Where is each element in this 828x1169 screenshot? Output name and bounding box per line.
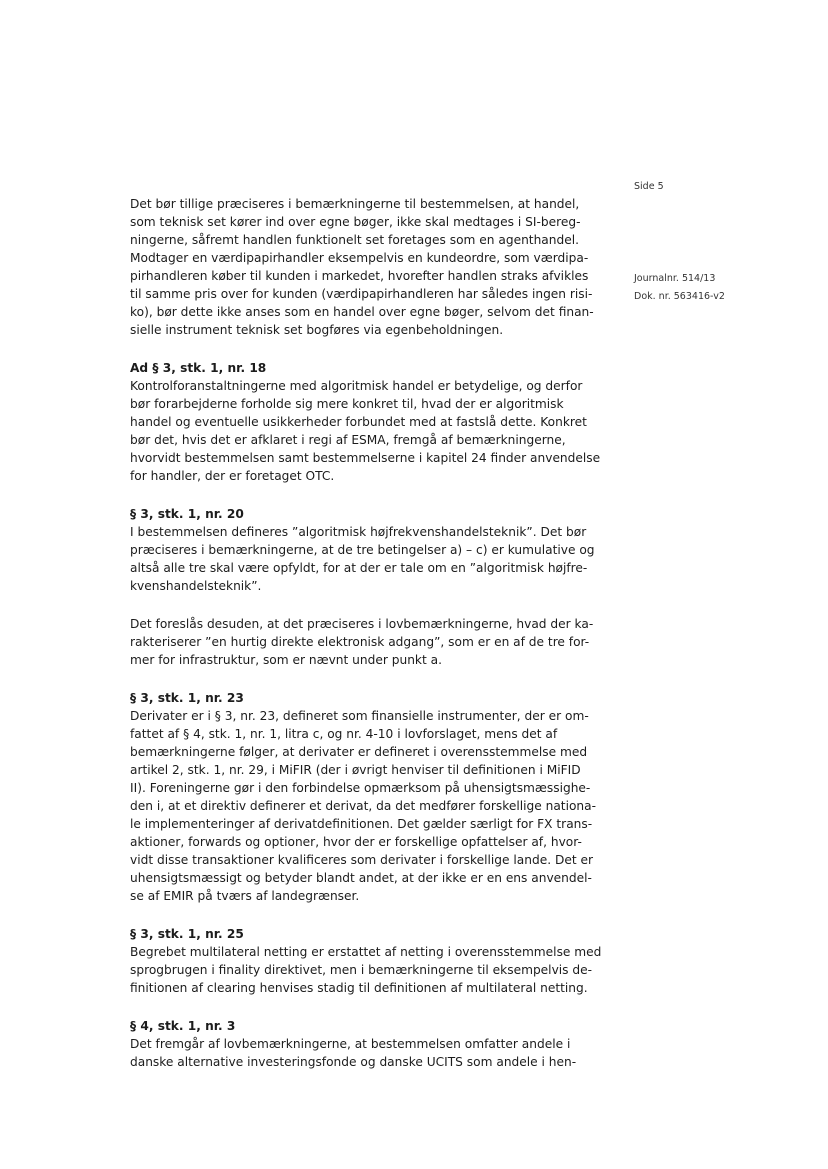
section-heading: § 3, stk. 1, nr. 23 — [130, 691, 244, 705]
text-line: Derivater er i § 3, nr. 23, defineret som finansielle instrumenter, der er om- — [130, 709, 589, 723]
text-line: II). Foreningerne gør i den forbindelse opmærksom på uhensigtsmæssighe- — [130, 781, 591, 795]
text-line: rakteriserer ”en hurtig direkte elektronisk adgang”, som er en af de tre for- — [130, 635, 590, 649]
text-line: vidt disse transaktioner kvalificeres som derivater i forskellige lande. Det er — [130, 853, 594, 867]
paragraph — [130, 943, 600, 997]
text-line: Kontrolforanstaltningerne med algoritmisk handel er betydelige, og derfor — [130, 379, 583, 393]
section — [130, 1017, 600, 1071]
text-line: Det fremgår af lovbemærkningerne, at bestemmelsen omfatter andele i — [130, 1037, 571, 1051]
text-line: den i, at et direktiv definerer et derivat, da det medfører forskellige nationa- — [130, 799, 597, 813]
text-line: til samme pris over for kunden (værdipapirhandleren har således ingen risi- — [130, 287, 593, 301]
journal-number: Journalnr. 514/13 — [634, 273, 716, 284]
text-line: Modtager en værdipapirhandler eksempelvis en kundeordre, som værdipa- — [130, 251, 589, 265]
text-line: bør forarbejderne forholde sig mere konkret til, hvad der er algoritmisk — [130, 397, 564, 411]
paragraph — [130, 1035, 600, 1071]
text-line: sielle instrument teknisk set bogføres via egenbeholdningen. — [130, 323, 504, 337]
text-line: kvenshandelsteknik”. — [130, 579, 262, 593]
text-line: danske alternative investeringsfonde og danske UCITS som andele i hen- — [130, 1055, 577, 1069]
text-line: Begrebet multilateral netting er erstattet af netting i overensstemmelse med — [130, 945, 602, 959]
text-line: som teknisk set kører ind over egne bøger, ikke skal medtages i SI-bereg- — [130, 215, 581, 229]
section — [130, 689, 600, 905]
section-heading: § 3, stk. 1, nr. 25 — [130, 927, 244, 941]
text-line: sprogbrugen i finality direktivet, men i bemærkningerne til eksempelvis de- — [130, 963, 593, 977]
section — [130, 925, 600, 997]
text-line: uhensigtsmæssigt og betyder blandt andet, at der ikke er en ens anvendel- — [130, 871, 592, 885]
text-line: se af EMIR på tværs af landegrænser. — [130, 889, 360, 903]
text-line: pirhandleren køber til kunden i markedet, hvorefter handlen straks afvikles — [130, 269, 589, 283]
page-number: Side 5 — [634, 181, 664, 192]
paragraph — [130, 707, 600, 905]
paragraph — [130, 523, 600, 595]
text-line: ko), bør dette ikke anses som en handel over egne bøger, selvom det finan- — [130, 305, 594, 319]
text-line: ningerne, såfremt handlen funktionelt set foretages som en agenthandel. — [130, 233, 579, 247]
section-heading: § 4, stk. 1, nr. 3 — [130, 1019, 236, 1033]
section — [130, 505, 600, 669]
text-line: Det bør tillige præciseres i bemærkningerne til bestemmelsen, at handel, — [130, 197, 580, 211]
section-heading: Ad § 3, stk. 1, nr. 18 — [130, 361, 267, 375]
text-line: for handler, der er foretaget OTC. — [130, 469, 335, 483]
text-line: finitionen af clearing henvises stadig til definitionen af multilateral netting. — [130, 981, 588, 995]
text-line: handel og eventuelle usikkerheder forbundet med at fastslå dette. Konkret — [130, 415, 587, 429]
paragraph — [130, 377, 600, 485]
text-line: altså alle tre skal være opfyldt, for at der er tale om en ”algoritmisk højfre- — [130, 561, 588, 575]
text-line: aktioner, forwards og optioner, hvor der er forskellige opfattelser af, hvor- — [130, 835, 582, 849]
document-number: Dok. nr. 563416-v2 — [634, 291, 725, 302]
document-body — [130, 195, 600, 1091]
text-line: I bestemmelsen defineres ”algoritmisk højfrekvenshandelsteknik”. Det bør — [130, 525, 587, 539]
text-line: fattet af § 4, stk. 1, nr. 1, litra c, og nr. 4-10 i lovforslaget, mens det af — [130, 727, 558, 741]
section — [130, 359, 600, 485]
text-line: mer for infrastruktur, som er nævnt under punkt a. — [130, 653, 442, 667]
paragraph — [130, 195, 600, 339]
section-heading: § 3, stk. 1, nr. 20 — [130, 507, 244, 521]
text-line: bemærkningerne følger, at derivater er defineret i overensstemmelse med — [130, 745, 588, 759]
text-line: præciseres i bemærkningerne, at de tre betingelser a) – c) er kumulative og — [130, 543, 595, 557]
paragraph — [130, 615, 600, 669]
text-line: Det foreslås desuden, at det præciseres i lovbemærkningerne, hvad der ka- — [130, 617, 594, 631]
section — [130, 195, 600, 339]
text-line: hvorvidt bestemmelsen samt bestemmelserne i kapitel 24 finder anvendelse — [130, 451, 601, 465]
text-line: le implementeringer af derivatdefinitionen. Det gælder særligt for FX trans- — [130, 817, 593, 831]
text-line: artikel 2, stk. 1, nr. 29, i MiFIR (der i øvrigt henviser til definitionen i MiFID — [130, 763, 581, 777]
text-line: bør det, hvis det er afklaret i regi af ESMA, fremgå af bemærkningerne, — [130, 433, 566, 447]
